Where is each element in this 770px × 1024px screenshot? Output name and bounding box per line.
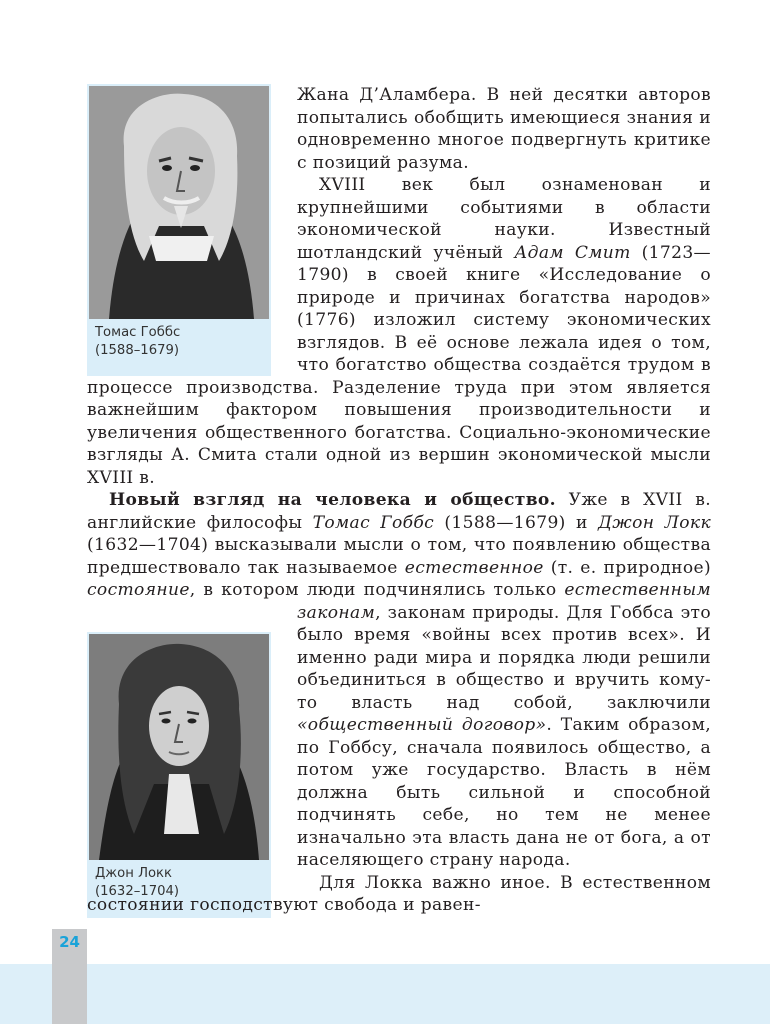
figure-spacer — [87, 602, 297, 892]
page-number: 24 — [59, 933, 80, 951]
caption-years: (1588–1679) — [95, 343, 180, 358]
paragraph-adam-smith: XVIII век был ознаменован и крупнейшими событиями в области экономической науки. Известный шотландский учёный Адам Смит (1723—1790) в своей книге «Исследование о природе и причинах богатства народов» (1776) изложил систему экономических взглядов. В её основе лежала идея о том, что богатство общества создаётся трудом в процессе производства. Разделение труда при этом является важнейшим фактором повышения производительности и увеличения общественного богатства. Социально-экономические взгляды А. Смита стали одной из вершин экономической мысли XVIII в. — [87, 175, 712, 488]
paragraph-new-view: Новый взгляд на человека и общество. Уже в XVII в. английские философы Томас Гоббс (1588—1679) и Джон Локк (1632—1704) высказывали мысли о том, что появлению общества предшествовало так называемое естественное (т. е. природное) состояние, в котором люди подчинялись только естественным законам, законам природы. Для Гоббса это было время «войны всех против всех». И именно ради мира и порядка люди решили объединиться в общество и вручить кому-то власть над собой, заключили «общественный договор». Таким образом, по Гоббсу, сначала появилось общество, а потом уже государство. Власть в нём должна быть сильной и способной подчинять себе, но тем не менее изначально эта власть дана не от бога, а от населяющего страну народа. — [87, 489, 711, 872]
section-heading: Новый взгляд на человека и общество. — [109, 490, 556, 510]
person-name: Адам Смит — [514, 242, 631, 263]
person-name: Томас Гоббс — [312, 512, 435, 533]
caption-name: Джон Локк — [95, 866, 172, 881]
term: естественным законам — [297, 580, 711, 623]
body-text — [87, 84, 711, 917]
figure-spacer — [87, 84, 297, 376]
paragraph-locke: Для Локка важно иное. В естественном состоянии господствуют свобода и равен- — [87, 872, 711, 915]
term: «общественный договор» — [297, 715, 547, 735]
footer-band — [0, 964, 770, 1024]
term: естественное — [404, 557, 544, 578]
paragraph-encyclopedia: Жана Д’Аламбера. В ней десятки авторов попытались обобщить имеющиеся знания и одновременно многое подвергнуть критике с позиций разума. — [297, 85, 711, 173]
caption-years: (1632–1704) — [95, 884, 180, 899]
term: состояние — [87, 580, 190, 600]
person-name: Джон Локк — [598, 512, 711, 533]
caption-name: Томас Гоббс — [95, 325, 181, 340]
